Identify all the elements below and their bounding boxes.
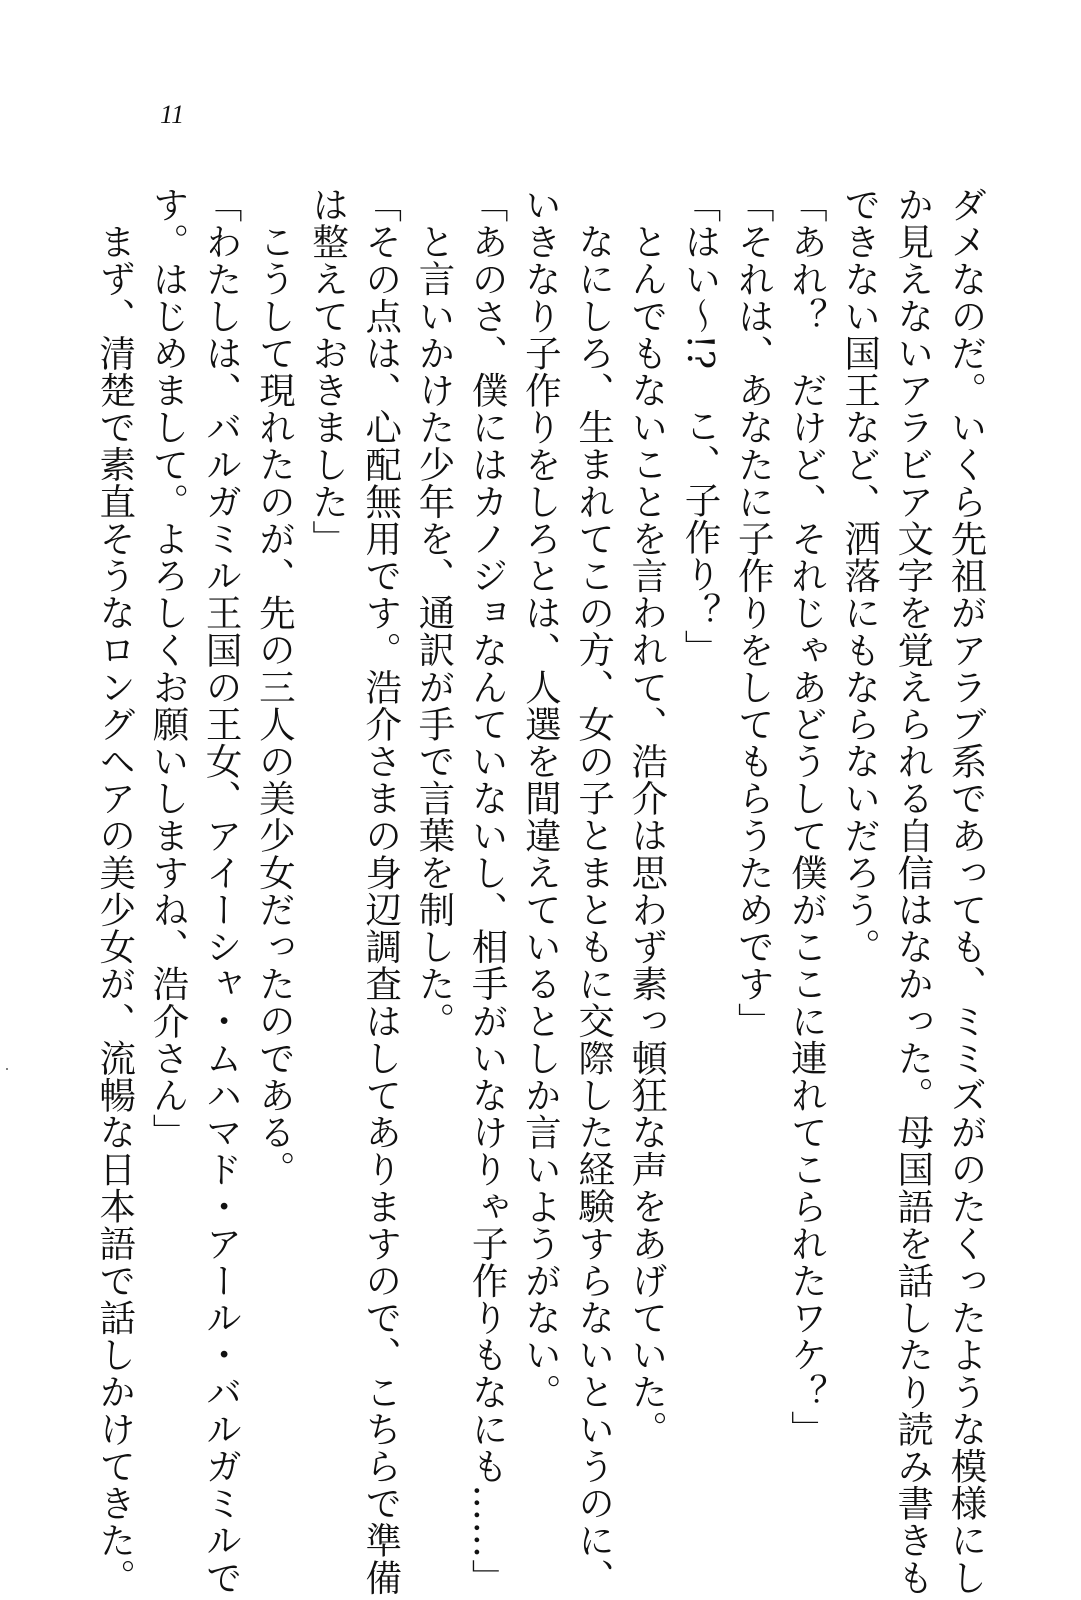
text-line: いきなり子作りをしろとは、人選を間違えているとしか言いようがない。 [519, 186, 563, 1411]
body-text [93, 186, 993, 1596]
scan-speck [6, 1068, 8, 1070]
text-line: 「それは、あなたに子作りをしてもらうためです」 [732, 186, 776, 1040]
text-line: は整えておきました」 [306, 186, 350, 557]
text-line: と言いかけた少年を、通訳が手で言葉を制した。 [412, 222, 456, 1039]
text-line: 「あのさ、僕にはカノジョなんていないし、相手がいなけりゃ子作りもなにも……」 [466, 186, 510, 1596]
text-line: なにしろ、生まれてこの方、女の子とまともに交際した経験すらないというのに、 [572, 222, 616, 1596]
text-line: 「あれ？ だけど、それじゃあどうして僕がここに連れてこられたワケ？」 [785, 186, 829, 1448]
text-line: まず、清楚で素直そうなロングヘアの美少女が、流暢な日本語で話しかけてきた。 [93, 222, 137, 1596]
text-line: ダメなのだ。いくら先祖がアラブ系であっても、ミミズがのたくったような模様にし [945, 186, 988, 1596]
text-line: こうして現れたのが、先の三人の美少女だったのである。 [253, 222, 297, 1188]
text-line: できない国王など、洒落にもならないだろう。 [838, 186, 882, 966]
text-line: す。はじめまして。よろしくお願いしますね、浩介さん」 [146, 186, 190, 1151]
text-line: 「その点は、心配無用です。浩介さまの身辺調査はしてありますので、こちらで準備 [359, 186, 403, 1596]
text-line: か見えないアラビア文字を覚えられる自信はなかった。母国語を話したり読み書きも [891, 186, 935, 1596]
text-line: とんでもないことを言われて、浩介は思わず素っ頓狂な声をあげていた。 [625, 222, 669, 1447]
text-line: 「わたしは、バルガミル王国の王女、アイーシャ・ムハマド・アール・バルガミルで [200, 186, 244, 1596]
page-number: 11 [160, 100, 185, 129]
text-line: 「はい〜!? こ、子作り？」 [678, 186, 722, 667]
